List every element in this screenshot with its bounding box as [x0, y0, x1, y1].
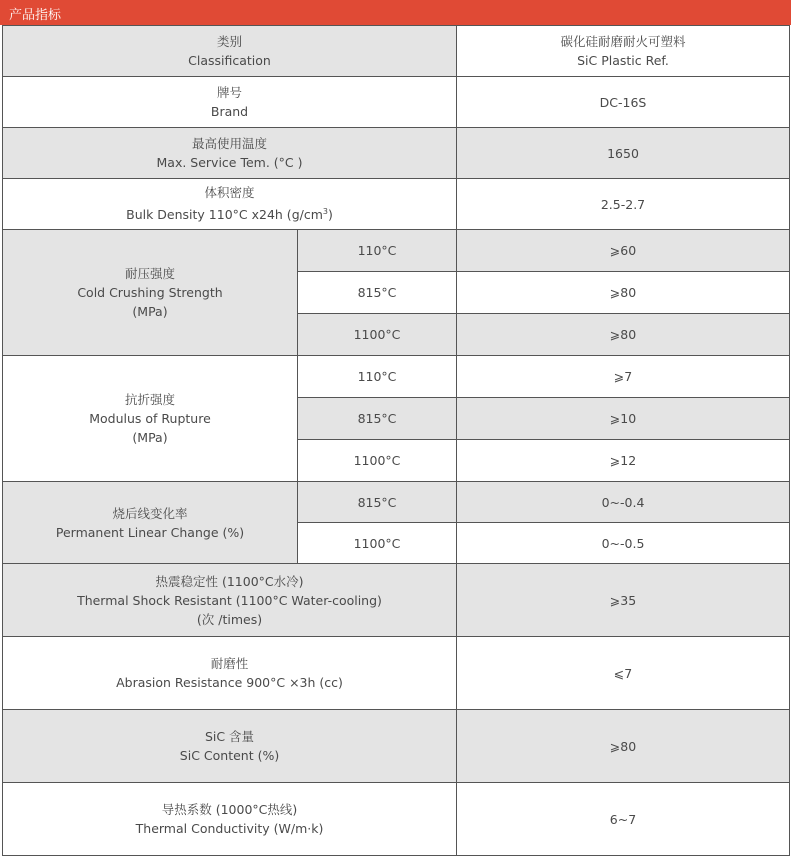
- label-cn: 耐压强度: [124, 266, 175, 281]
- temp-cell: 110°C: [298, 230, 457, 272]
- temp-cell: 1100°C: [298, 314, 457, 356]
- temp-cell: 110°C: [298, 356, 457, 398]
- value-brand: DC-16S: [457, 77, 790, 128]
- label-ccs: [3, 230, 298, 356]
- label-cn: 抗折强度: [124, 392, 175, 407]
- temp-cell: 815°C: [298, 482, 457, 523]
- label-en: Thermal Shock Resistant (1100°C Water-cooling): [77, 592, 382, 608]
- row-ccs-1: [3, 230, 790, 272]
- label-en: Thermal Conductivity (W/m·k): [135, 821, 324, 836]
- label-max-temp: [3, 128, 457, 179]
- label-cn: SiC 含量: [204, 729, 255, 744]
- temp-cell: 1100°C: [298, 440, 457, 482]
- value-max-temp: 1650: [457, 128, 790, 179]
- header-title: 产品指标: [9, 8, 62, 23]
- label-cn: 热震稳定性 (1100°C水冷): [155, 573, 304, 589]
- row-mor-1: [3, 356, 790, 398]
- row-bulk-density: [3, 179, 790, 230]
- value-abrasion: ⩽7: [457, 637, 790, 710]
- label-en: Modulus of Rupture: [89, 411, 211, 426]
- value-en: SiC Plastic Ref.: [577, 53, 669, 68]
- label-en: Abrasion Resistance 900°C ×3h (cc): [116, 675, 343, 690]
- row-sic-content: [3, 710, 790, 783]
- label-cn: 耐磨性: [210, 656, 249, 671]
- value-cell: ⩾10: [457, 398, 790, 440]
- value-classification: [457, 26, 790, 77]
- row-thermal-shock: [3, 564, 790, 637]
- value-cell: ⩾80: [457, 314, 790, 356]
- value-cn: 碳化硅耐磨耐火可塑料: [560, 34, 686, 49]
- label-en: Permanent Linear Change (%): [55, 524, 245, 540]
- row-classification: [3, 26, 790, 77]
- value-cell: ⩾12: [457, 440, 790, 482]
- label-thermal-shock: [3, 564, 457, 637]
- value-cell: 0~-0.4: [457, 482, 790, 523]
- value-thermal-conductivity: 6~7: [457, 783, 790, 856]
- row-thermal-conductivity: [3, 783, 790, 856]
- label-unit: (MPa): [132, 430, 168, 445]
- label-en-text: Bulk Density 110°C x24h (g/cm: [126, 207, 323, 223]
- value-cell: ⩾80: [457, 272, 790, 314]
- label-cn: 烧后线变化率: [112, 505, 188, 521]
- label-cn: 类别: [216, 34, 242, 49]
- label-en: Max. Service Tem. (°C ): [156, 155, 303, 170]
- label-sic-content: [3, 710, 457, 783]
- row-abrasion: [3, 637, 790, 710]
- label-brand: [3, 77, 457, 128]
- label-abrasion: [3, 637, 457, 710]
- row-brand: [3, 77, 790, 128]
- value-cell: ⩾60: [457, 230, 790, 272]
- label-unit: (MPa): [132, 304, 168, 319]
- label-cn: 体积密度: [204, 185, 255, 201]
- label-classification: [3, 26, 457, 77]
- label-en-sup: 3: [322, 207, 328, 217]
- row-plc-1: [3, 482, 790, 523]
- label-en: Classification: [188, 53, 271, 68]
- label-cn: 牌号: [216, 85, 242, 100]
- label-en: Brand: [210, 104, 249, 119]
- label-plc: [3, 482, 298, 564]
- label-bulk-density: [3, 179, 457, 230]
- label-cn: 导热系数 (1000°C热线): [161, 802, 298, 817]
- value-cell: ⩾7: [457, 356, 790, 398]
- temp-cell: 815°C: [298, 398, 457, 440]
- label-en: Cold Crushing Strength: [77, 285, 223, 300]
- label-en-tail: ): [327, 207, 333, 223]
- value-sic-content: ⩾80: [457, 710, 790, 783]
- label-en: [7, 202, 452, 224]
- row-max-temp: [3, 128, 790, 179]
- label-unit: (次 /times): [196, 611, 263, 627]
- value-thermal-shock: ⩾35: [457, 564, 790, 637]
- label-en: SiC Content (%): [179, 748, 280, 763]
- value-bulk-density: 2.5-2.7: [457, 179, 790, 230]
- label-mor: [3, 356, 298, 482]
- temp-cell: 815°C: [298, 272, 457, 314]
- header-bar: [0, 0, 791, 25]
- value-cell: 0~-0.5: [457, 523, 790, 564]
- temp-cell: 1100°C: [298, 523, 457, 564]
- label-thermal-conductivity: [3, 783, 457, 856]
- spec-table: [2, 25, 790, 856]
- label-cn: 最高使用温度: [191, 136, 267, 151]
